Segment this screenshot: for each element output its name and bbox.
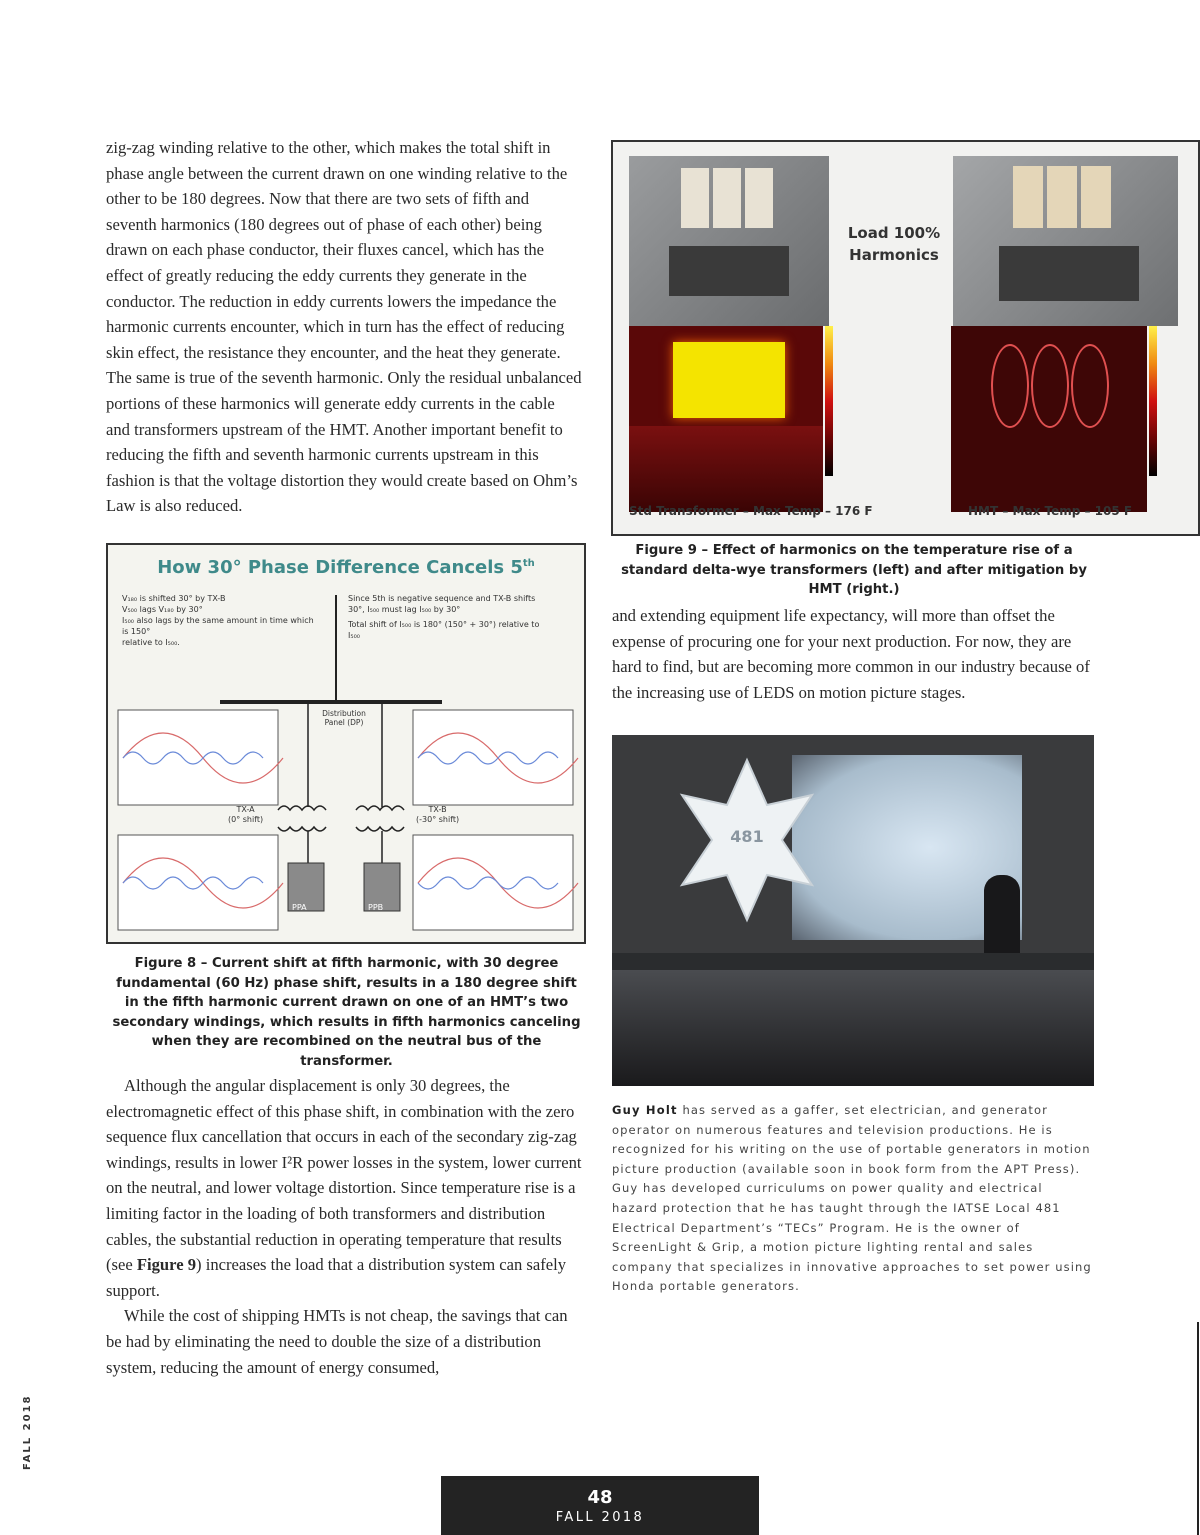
figure-8-title: How 30° Phase Difference Cancels 5th [157,557,535,578]
classroom-photo [612,735,1094,1086]
hmt-label: HMT – Max Temp – 105 F [968,504,1133,518]
paragraph: While the cost of shipping HMTs is not cheap, the savings that can be had by eliminating the need to double the size of a distribution system, reducing the amount of energy consumed, [106,1306,568,1377]
audience [612,970,1094,1086]
std-thermal-image [629,326,823,512]
hmt-thermal-scale [1149,326,1157,476]
side-issue-label: FALL 2018 [22,1394,33,1470]
body-text-top [106,135,582,519]
logo-number: 481 [730,827,764,846]
issue-label: FALL 2018 [555,1510,645,1525]
author-name: Guy Holt [612,1103,678,1117]
tx-b-label: TX-B (-30° shift) [416,805,460,824]
figure-reference: Figure 9 [136,1255,197,1275]
figure-9-caption: Figure 9 – Effect of harmonics on the temperature rise of a standard delta-wye transformers (left) and after mitigation by HMT (right.) [621,543,1087,598]
figure-8-caption: Figure 8 – Current shift at fifth harmonic, with 30 degree fundamental (60 Hz) phase shift, results in a 180 degree shift in the fifth harmonic current drawn on one of an HMT’s two secondary windings, which results in fifth harmonics canceling when they are recombined on the neutral bus of the transformer. [112,956,581,1069]
paragraph: zig-zag winding relative to the other, which makes the total shift in phase angle between the current drawn on one winding relative to the other to be 180 degrees. Now that there are two sets of fifth and seventh harmonics (180 degrees out of phase of each other) being drawn on each phase conductor, their fluxes cancel, which has the effect of greatly reducing the eddy currents they generate in the conductor. The reduction in eddy currents lowers the impedance the harmonic currents encounter, which in turn has the effect of reducing skin effect, the resistance they encounter, and the heat they generate. The same is true of the seventh harmonic. Only the residual unbalanced portions of these harmonics will generate eddy currents in the cable and transformers upstream of the HMT. Another important benefit to reducing the fifth and seventh harmonic currents upstream in this fashion is that the voltage distortion they would create based on Ohm’s Law is also reduced. [106,138,582,516]
distribution-panel-label: Distribution Panel (DP) [322,709,366,727]
page-footer [441,1476,759,1535]
load-label: Load 100% Harmonics [847,224,941,264]
std-transformer-label: Std Transformer – Max Temp – 176 F [629,504,873,518]
figure-8-bullets-right: Since 5th is negative sequence and TX-B shifts 30°, I₅₀₀ must lag I₅₀₀ by 30° Total shift of I₅₀₀ is 180° (150° + 30°) relative to I₅₀₀ [348,594,540,640]
figure-9-photo-thermal [611,140,1200,536]
ppa-label: PPA [292,903,307,912]
paragraph: and extending equipment life expectancy, will more than offset the expense of procuring one for your next production. For now, they are hard to find, but are becoming more common in our industry because of the increasing use of LEDS on motion picture stages. [612,606,1090,702]
figure-8-diagram [106,543,586,944]
figure-8-bullets-left: V₁₈₀ is shifted 30° by TX-B V₅₀₀ lags V₁₈₀ by 30° I₅₀₀ also lags by the same amount in time which is 150° relative to I₅₀₀. [122,594,314,647]
hmt-transformer-photo [953,156,1178,326]
iatse-logo [672,755,822,925]
ppb-label: PPB [368,903,384,912]
std-thermal-scale [825,326,833,476]
page-number: 48 [587,1487,613,1508]
body-text-right [612,603,1092,705]
tx-a-label: TX-A (0° shift) [228,805,264,824]
std-transformer-photo [629,156,829,326]
paragraph: Although the angular displacement is only 30 degrees, the electromagnetic effect of this phase shift, in combination with the zero sequence flux cancellation that occurs in each of the secondary zig-zag windings, results in lower I²R power losses in the system, lower current on the neutral, and lower voltage distortion. Since temperature rise is a limiting factor in the loading of both transformers and distribution cables, the substantial reduction in operating temperature that results (see Figure 9) increases the load that a distribution system can safely support. [106,1076,582,1300]
hmt-thermal-image [951,326,1147,512]
edge-rule [1197,1322,1199,1535]
figure-8-schematic [108,545,584,942]
author-bio: Guy Holt has served as a gaffer, set electrician, and generator operator on numerous features and television productions. He is recognized for his writing on the use of portable generators in motion picture production (available soon in book form from the APT Press). Guy has developed curriculums on power quality and electrical hazard protection that he has taught through the IATSE Local 481 Electrical Department’s “TECs” Program. He is the owner of ScreenLight & Grip, a motion picture lighting rental and sales company that specializes in innovative approaches to set power using Honda portable generators. [612,1103,1092,1294]
body-text-bottom [106,1073,582,1380]
